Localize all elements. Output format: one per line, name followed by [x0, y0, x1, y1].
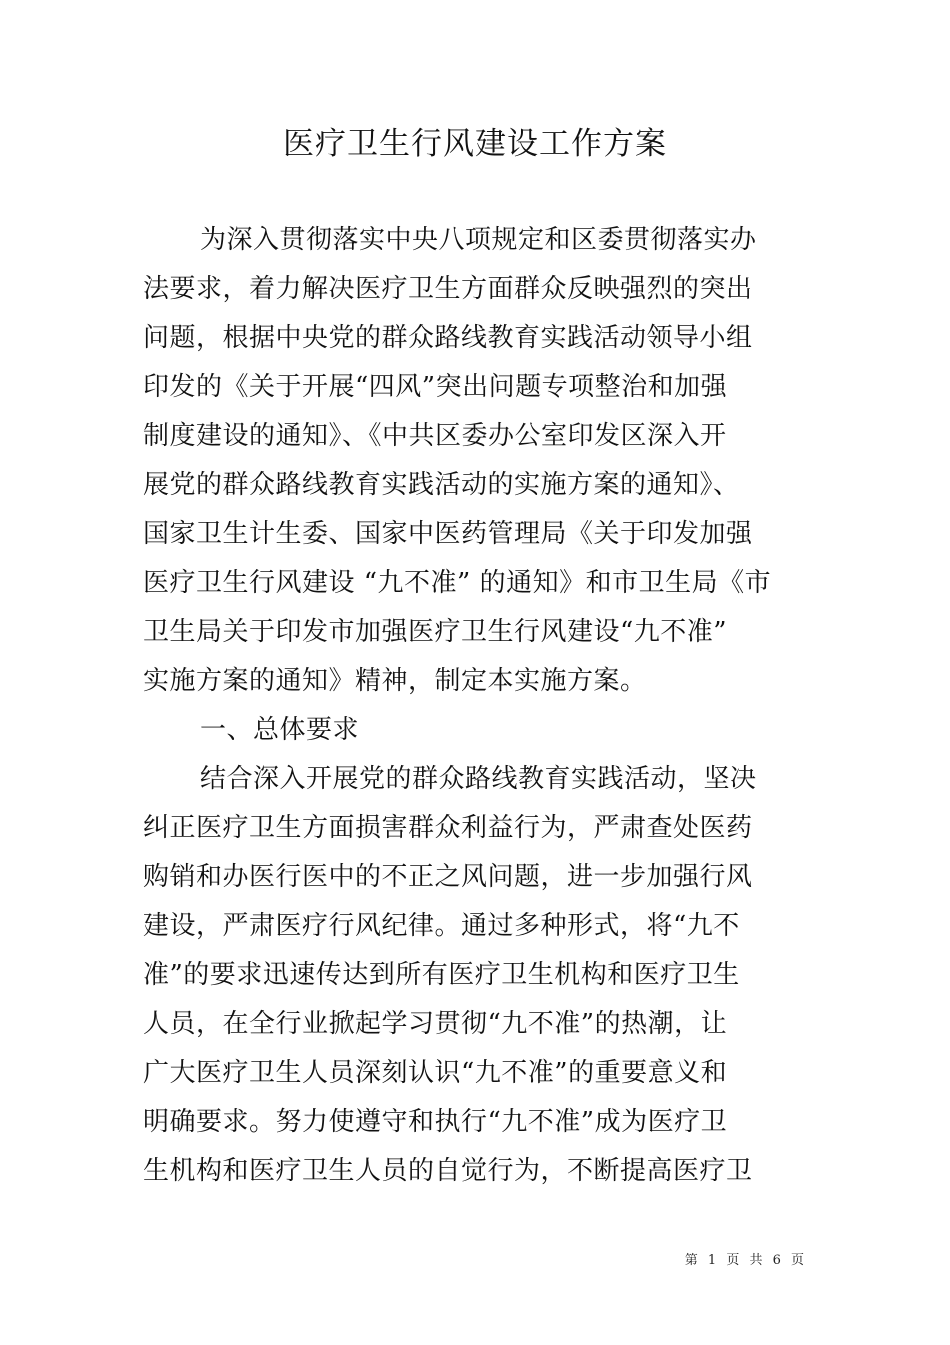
body-line: 建设，严肃医疗行风纪律。通过多种形式，将“九不 [143, 911, 740, 941]
body-line: 购销和办医行医中的不正之风问题，进一步加强行风 [143, 862, 753, 892]
body-line: 卫生局关于印发市加强医疗卫生行风建设“九不准” [143, 617, 728, 647]
body-line: 纠正医疗卫生方面损害群众利益行为，严肃查处医药 [143, 813, 753, 843]
body-line: 法要求，着力解决医疗卫生方面群众反映强烈的突出 [143, 274, 753, 304]
document-body [143, 216, 823, 1196]
body-line: 准”的要求迅速传达到所有医疗卫生机构和医疗卫生 [143, 960, 740, 990]
body-line: 印发的《关于开展“四风”突出问题专项整治和加强 [143, 372, 728, 402]
body-line: 医疗卫生行风建设 “九不准” 的通知》和市卫生局《市 [143, 568, 772, 598]
body-line: 结合深入开展党的群众路线教育实践活动，坚决 [200, 764, 757, 794]
body-line: 国家卫生计生委、国家中医药管理局《关于印发加强 [143, 519, 753, 549]
body-line: 实施方案的通知》精神，制定本实施方案。 [143, 666, 647, 696]
body-line: 制度建设的通知》、《中共区委办公室印发区深入开 [143, 421, 727, 451]
page-number-footer: 第 1 页 共 6 页 [684, 1253, 807, 1268]
body-line: 明确要求。努力使遵守和执行“九不准”成为医疗卫 [143, 1107, 728, 1137]
body-line: 为深入贯彻落实中央八项规定和区委贯彻落实办 [200, 225, 757, 255]
body-line: 广大医疗卫生人员深刻认识“九不准”的重要意义和 [143, 1058, 728, 1088]
body-line: 问题，根据中央党的群众路线教育实践活动领导小组 [143, 323, 753, 353]
body-line: 人员，在全行业掀起学习贯彻“九不准”的热潮，让 [143, 1009, 728, 1039]
section-heading: 一、总体要求 [200, 715, 360, 745]
document-title: 医疗卫生行风建设工作方案 [283, 126, 667, 162]
body-line: 展党的群众路线教育实践活动的实施方案的通知》、 [143, 470, 740, 500]
body-line: 生机构和医疗卫生人员的自觉行为，不断提高医疗卫 [143, 1156, 753, 1186]
